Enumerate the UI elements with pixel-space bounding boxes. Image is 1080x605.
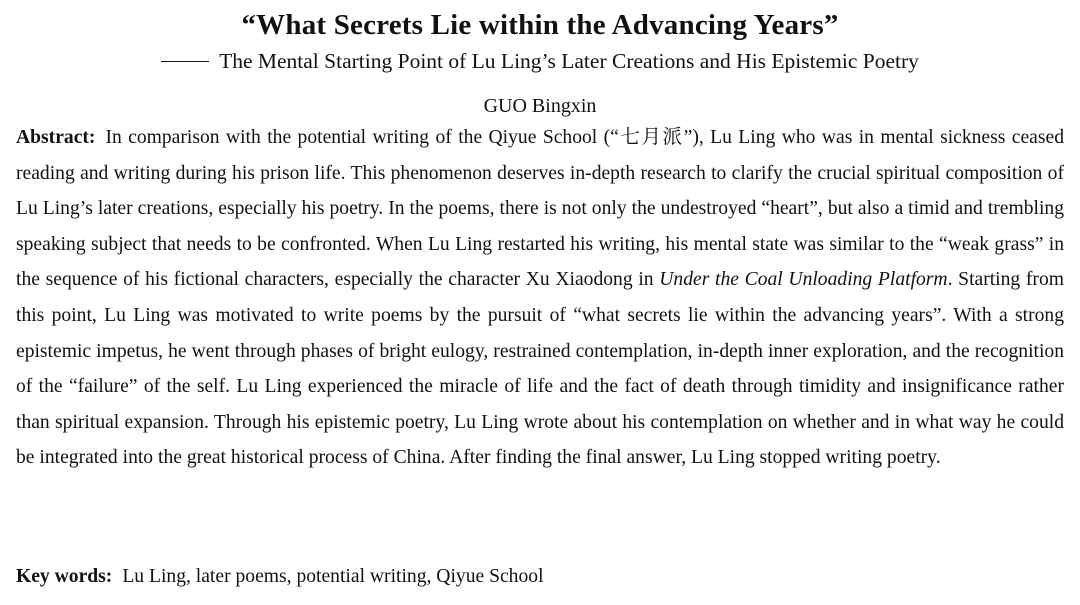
abstract-text-part1: In comparison with the potential writing of the Qiyue School (“七月派”), Lu Ling who was in mental sickness ceased reading and writing during his prison life. This phenomenon deserves in-depth research to clarify the crucial spiritual composition of Lu Ling’s later creations, especially his poetry. In the poems, there is not only the undestroyed “heart”, but also a timid and trembling speaking subject that needs to be confronted. When Lu Ling restarted his writing, his mental state was similar to the “weak grass” in the sequence of his fictional characters, especially the character Xu Xiaodong in <box>16 127 1064 291</box>
subtitle-text: The Mental Starting Point of Lu Ling’s Later Creations and His Epistemic Poetry <box>219 49 919 73</box>
keywords-line <box>16 562 544 592</box>
keywords-label: Key words: <box>16 566 113 587</box>
keywords-text: Lu Ling, later poems, potential writing, Qiyue School <box>122 566 544 587</box>
paper-title: “What Secrets Lie within the Advancing Years” <box>241 9 839 41</box>
paper-subtitle <box>16 44 1064 76</box>
author-name: GUO Bingxin <box>483 95 597 117</box>
abstract-label: Abstract: <box>16 127 96 148</box>
abstract-italic-title: Under the Coal Unloading Platform <box>659 269 948 291</box>
abstract-text-part2: . Starting from this point, Lu Ling was motivated to write poems by the pursuit of “what secrets lie within the advancing years”. With a strong epistemic impetus, he went through phases of bright eulogy, restrained contemplation, in-depth inner exploration, and the recognition of the “failure” of the self. Lu Ling experienced the miracle of life and the fact of death through timidity and insignificance rather than spiritual expansion. Through his epistemic poetry, Lu Ling wrote about his contemplation on whether and in what way he could be integrated into the great historical process of China. After finding the final answer, Lu Ling stopped writing poetry. <box>16 269 1064 469</box>
subtitle-dash <box>161 61 209 62</box>
abstract-paragraph <box>16 120 1064 476</box>
